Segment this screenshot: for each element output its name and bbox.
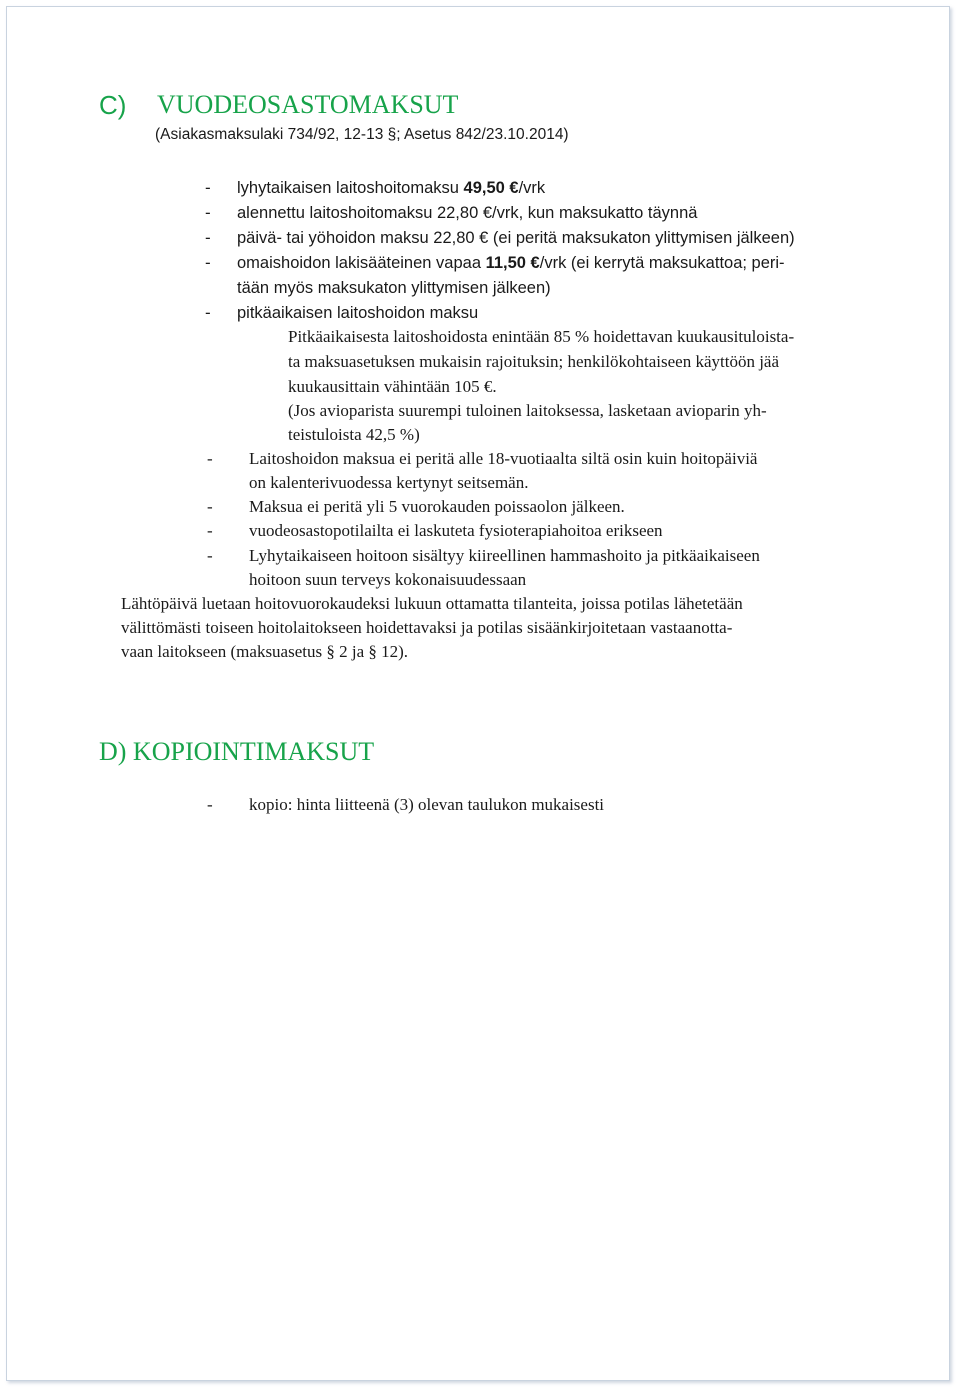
- spouse-note-line: (Jos avioparista suurempi tuloinen laitoksessa, lasketaan avioparin yh-: [288, 401, 767, 420]
- bullet-dash: -: [205, 253, 211, 272]
- section-c-letter: C): [99, 90, 127, 120]
- list-item-physiotherapy: vuodeosastopotilailta ei laskuteta fysioterapiahoitoa erikseen: [249, 521, 663, 540]
- fee-amount: 49,50 €: [463, 179, 519, 197]
- list-item-short-term-fee: [237, 179, 545, 198]
- list-item-text: omaishoidon lakisääteinen vapaa: [237, 254, 486, 272]
- list-item-caregiver-leave: [237, 254, 785, 273]
- list-item-absence: Maksua ei peritä yli 5 vuorokauden poissaolon jälkeen.: [249, 497, 625, 516]
- list-item-dental: Lyhytaikaiseen hoitoon sisältyy kiireellinen hammashoito ja pitkäaikaiseen: [249, 546, 760, 565]
- fee-amount: 11,50 €: [485, 254, 540, 272]
- bullet-dash: -: [207, 795, 213, 814]
- bullet-dash: -: [207, 546, 213, 565]
- list-item-long-term-fee: pitkäaikaisen laitoshoidon maksu: [237, 304, 479, 322]
- list-item-day-night-care-fee: päivä- tai yöhoidon maksu 22,80 € (ei peritä maksukaton ylittymisen jälkeen): [237, 229, 795, 247]
- departure-day-paragraph-line: Lähtöpäivä luetaan hoitovuorokaudeksi lukuun ottamatta tilanteita, joissa potilas lähetetään: [121, 594, 743, 613]
- section-d-title: D) KOPIOINTIMAKSUT: [99, 737, 375, 766]
- section-c-title: VUODEOSASTOMAKSUT: [157, 90, 459, 119]
- long-term-text-line: Pitkäaikaisesta laitoshoidosta enintään 85 % hoidettavan kuukausituloista-: [288, 327, 795, 346]
- list-item-continuation: on kalenterivuodessa kertynyt seitsemän.: [249, 473, 529, 492]
- bullet-dash: -: [207, 497, 213, 516]
- spouse-note-line: teistuloista 42,5 %): [288, 425, 420, 444]
- list-item-continuation: tään myös maksukaton ylittymisen jälkeen): [237, 279, 551, 297]
- list-item-continuation: hoitoon suun terveys kokonaisuudessaan: [249, 570, 527, 589]
- bullet-dash: -: [207, 449, 213, 468]
- bullet-dash: -: [205, 228, 211, 247]
- long-term-text-line: kuukausittain vähintään 105 €.: [288, 377, 497, 396]
- list-item-text: /vrk: [518, 179, 546, 197]
- list-item-text: lyhytaikaisen laitoshoitomaksu: [237, 179, 464, 197]
- bullet-dash: -: [207, 521, 213, 540]
- list-item-under-18: Laitoshoidon maksua ei peritä alle 18-vuotiaalta siltä osin kuin hoitopäiviä: [249, 449, 758, 468]
- bullet-dash: -: [205, 303, 211, 322]
- list-item-reduced-fee: alennettu laitoshoitomaksu 22,80 €/vrk, kun maksukatto täynnä: [237, 204, 698, 222]
- departure-day-paragraph-line: välittömästi toiseen hoitolaitokseen hoidettavaksi ja potilas sisäänkirjoitetaan vastaanotta-: [121, 618, 733, 637]
- section-c-subtitle: (Asiakasmaksulaki 734/92, 12-13 §; Asetus 842/23.10.2014): [155, 126, 569, 143]
- list-item-copy-fee: kopio: hinta liitteenä (3) olevan taulukon mukaisesti: [249, 795, 605, 814]
- document-page: [6, 6, 950, 1381]
- bullet-dash: -: [205, 203, 211, 222]
- departure-day-paragraph-line: vaan laitokseen (maksuasetus § 2 ja § 12).: [121, 642, 409, 661]
- bullet-dash: -: [205, 178, 211, 197]
- list-item-text: /vrk (ei kerrytä maksukattoa; peri-: [539, 254, 785, 272]
- long-term-text-line: ta maksuasetuksen mukaisin rajoituksin; henkilökohtaiseen käyttöön jää: [288, 352, 780, 371]
